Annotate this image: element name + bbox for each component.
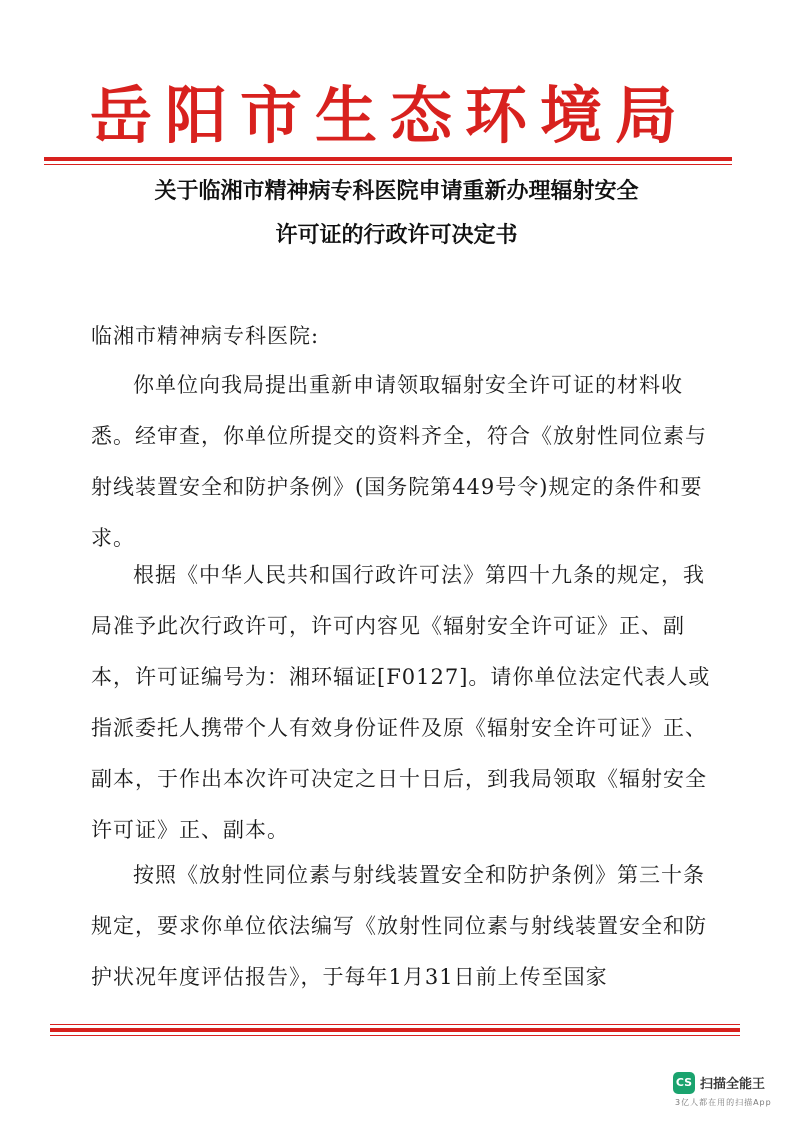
letterhead-rule-thin — [44, 164, 732, 165]
footer-rule-thin-top — [50, 1024, 740, 1025]
paragraph-decision: 根据《中华人民共和国行政许可法》第四十九条的规定，我局准予此次行政许可，许可内容见《辐射安全许可证》正、副本，许可证编号为：湘环辐证[F0127]。请你单位法定代表人或指派委托人携带个人有效身份证件及原《辐射安全许可证》正、副本，于作出本次许可决定之日十日后，到我局领取《辐射安全许可证》正、副本。 — [91, 563, 711, 842]
camscanner-logo-icon: CS — [673, 1072, 695, 1094]
footer-rule-thin-bottom — [50, 1035, 740, 1036]
addressee: 临湘市精神病专科医院: — [91, 324, 320, 348]
letterhead-rule-thick — [44, 157, 732, 161]
footer-rule-thick — [50, 1028, 740, 1032]
paragraph-annual-report: 按照《放射性同位素与射线装置安全和防护条例》第三十条规定，要求你单位依法编写《放射性同位素与射线装置安全和防护状况年度评估报告》，于每年1月31日前上传至国家 — [91, 863, 707, 989]
scanner-watermark — [673, 1070, 783, 1110]
watermark-app-name: 扫描全能王 — [700, 1077, 766, 1092]
document-title-line-2: 许可证的行政许可决定书 — [275, 222, 518, 248]
letterhead-organization: 岳阳市生态环境局 — [90, 79, 691, 152]
watermark-tagline: 3亿人都在用的扫描App — [675, 1098, 772, 1107]
document-title-line-1: 关于临湘市精神病专科医院申请重新办理辐射安全 — [154, 178, 639, 204]
paragraph-review: 你单位向我局提出重新申请领取辐射安全许可证的材料收悉。经审查，你单位所提交的资料齐全，符合《放射性同位素与射线装置安全和防护条例》(国务院第449号令)规定的条件和要求。 — [91, 373, 707, 550]
